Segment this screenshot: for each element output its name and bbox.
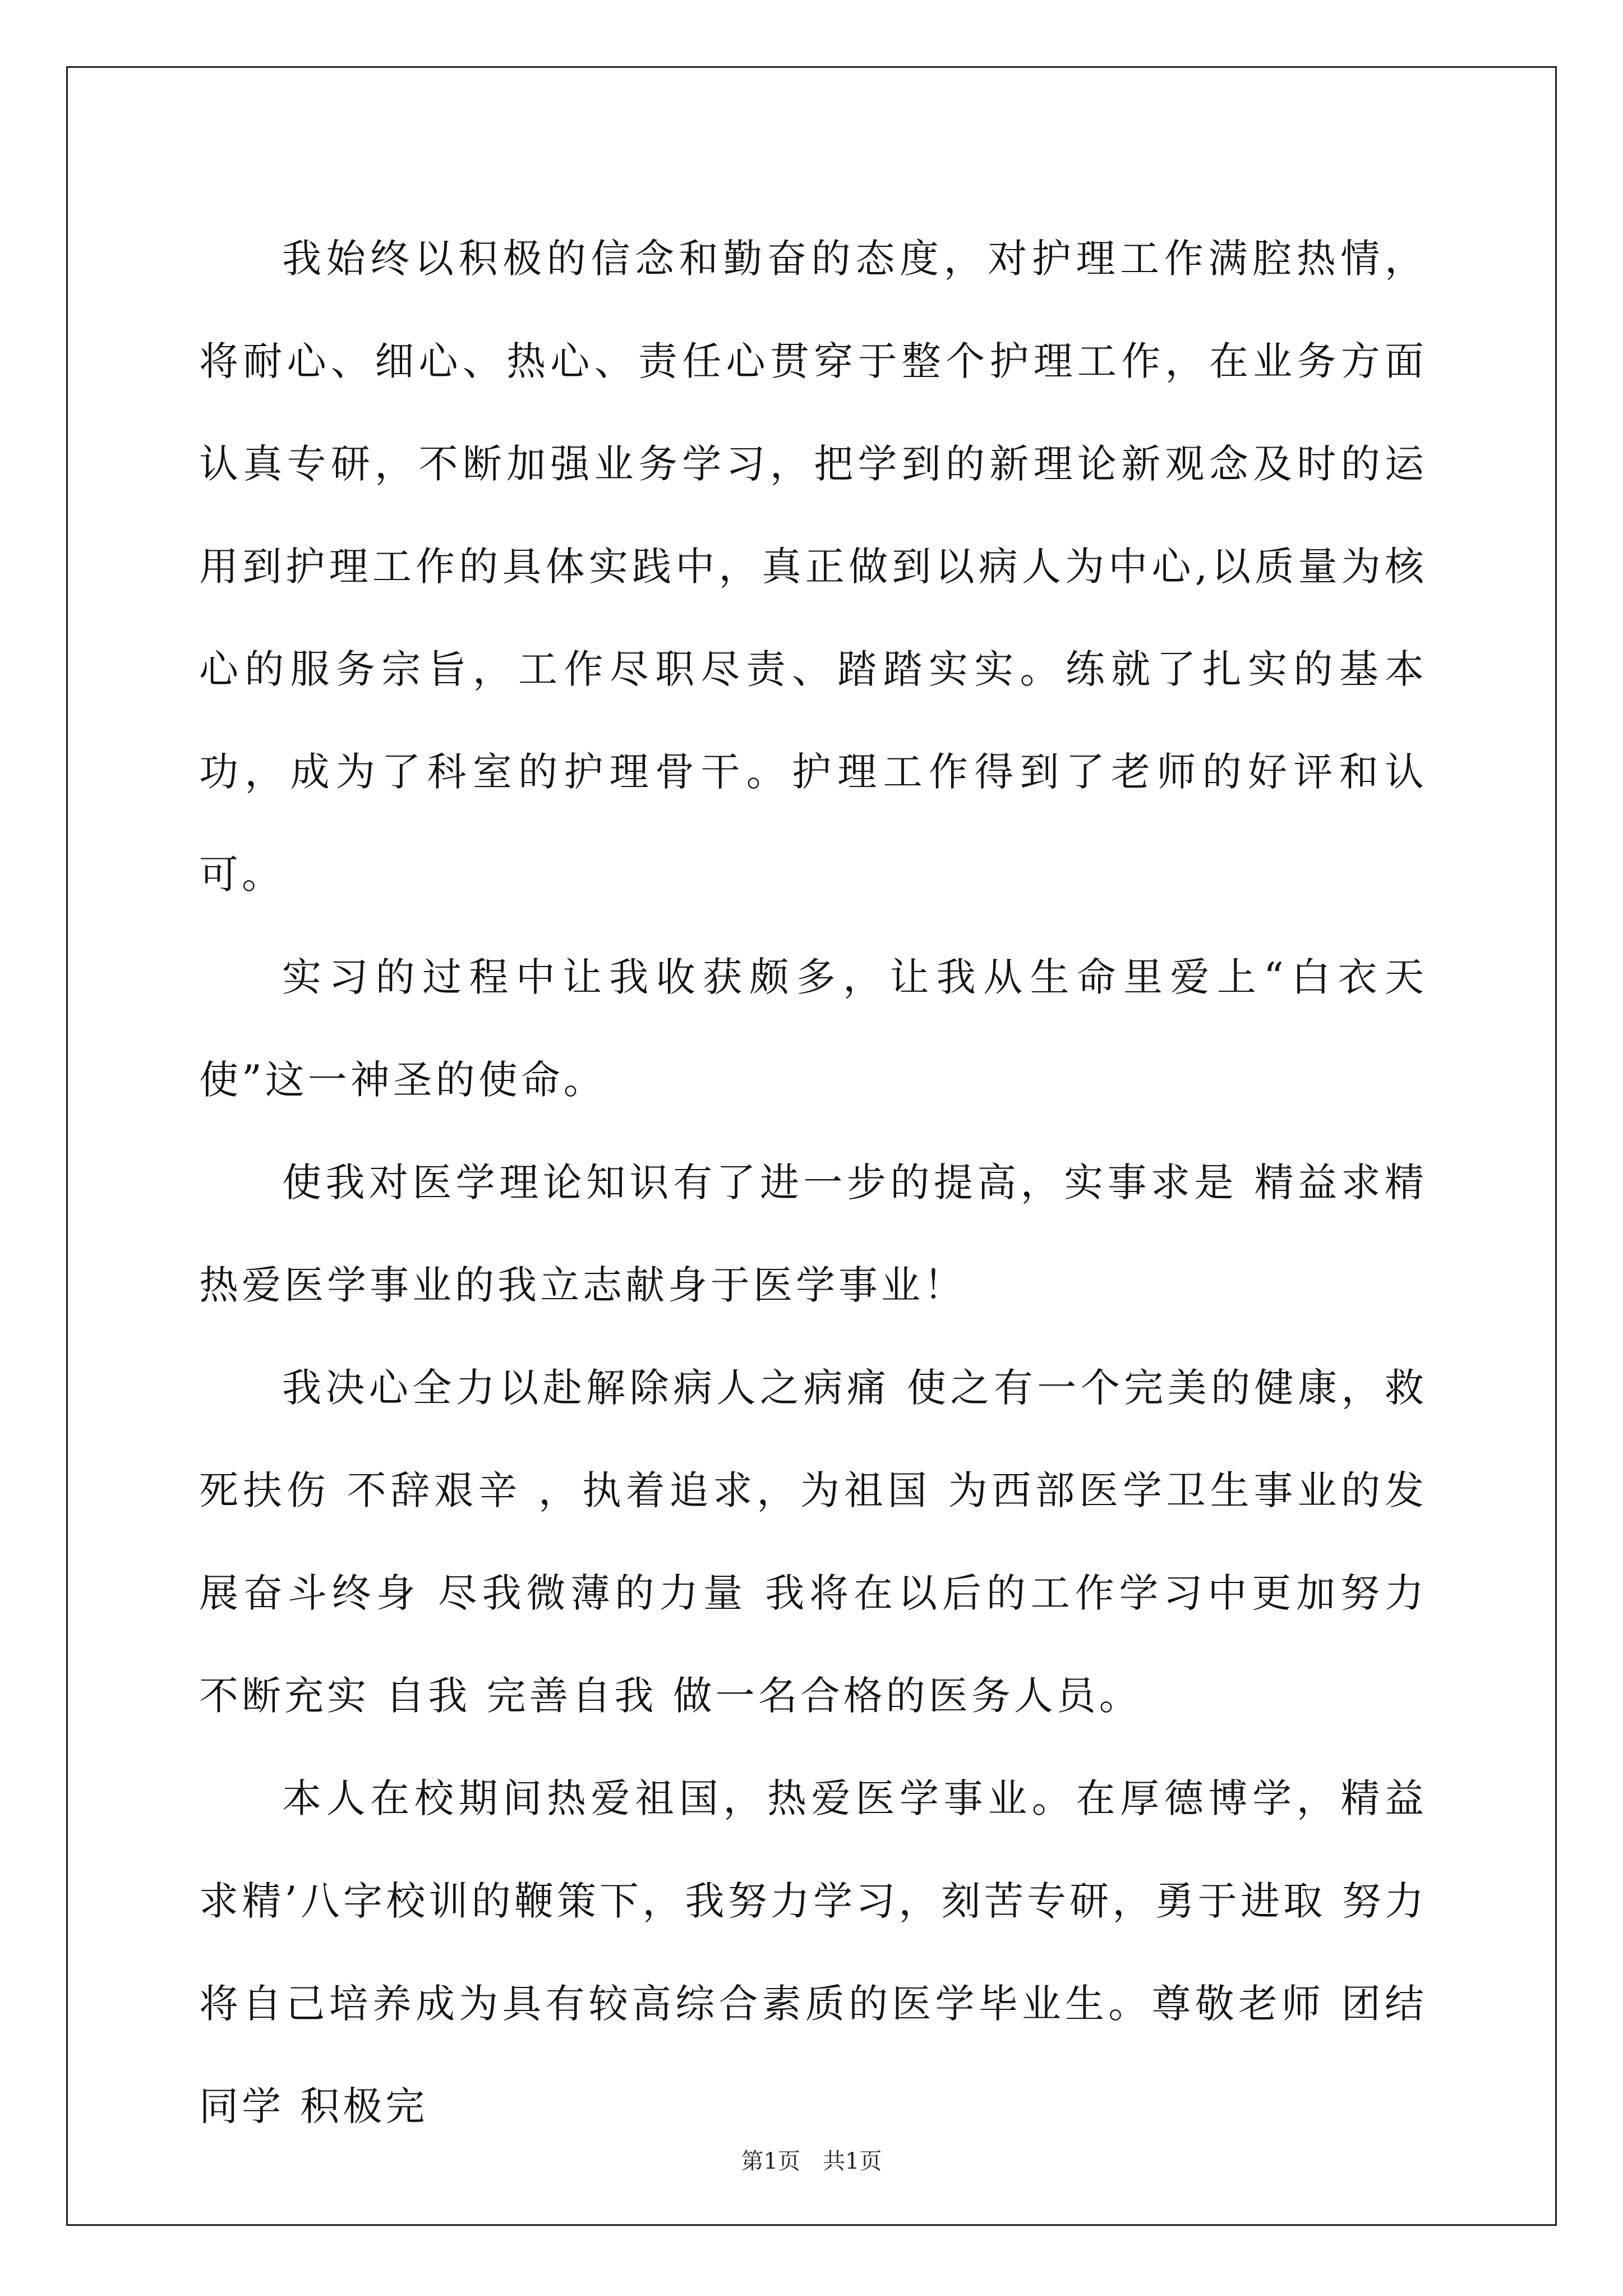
paragraph-5: 本人在校期间热爱祖国，热爱医学事业。在厚德博学，精益求精’八字校训的鞭策下，我努力学习，刻苦专研，勇于进取 努力将自己培养成为具有较高综合素质的医学毕业生。尊敬老师 团结同学 积极完 xyxy=(199,1775,1427,2129)
page-number-footer: 第1页 共1页 xyxy=(741,2148,882,2174)
paragraph-4: 我决心全力以赴解除病人之病痛 使之有一个完美的健康，救死扶伤 不辞艰辛 ，执着追求，为祖国 为西部医学卫生事业的发展奋斗终身 尽我微薄的力量 我将在以后的工作学习中更加努力 不断充实 自我 完善自我 做一名合格的医务人员。 xyxy=(199,1365,1444,1719)
paragraph-3: 使我对医学理论知识有了进一步的提高，实事求是 精益求精 热爱医学事业的我立志献身于医学事业！ xyxy=(199,1159,1444,1308)
paragraph-1: 我始终以积极的信念和勤奋的态度，对护理工作满腔热情，将耐心、细心、热心、责任心贯穿于整个护理工作，在业务方面认真专研，不断加强业务学习，把学到的新理论新观念及时的运用到护理工作的具体实践中，真正做到以病人为中心,以质量为核心的服务宗旨，工作尽职尽责、踏踏实实。练就了扎实的基本功，成为了科室的护理骨干。护理工作得到了老师的好评和认可。 xyxy=(199,236,1427,898)
paragraph-2: 实习的过程中让我收获颇多，让我从生命里爱上“白衣天使”这一神圣的使命。 xyxy=(199,954,1427,1103)
document-body xyxy=(199,208,1444,2158)
